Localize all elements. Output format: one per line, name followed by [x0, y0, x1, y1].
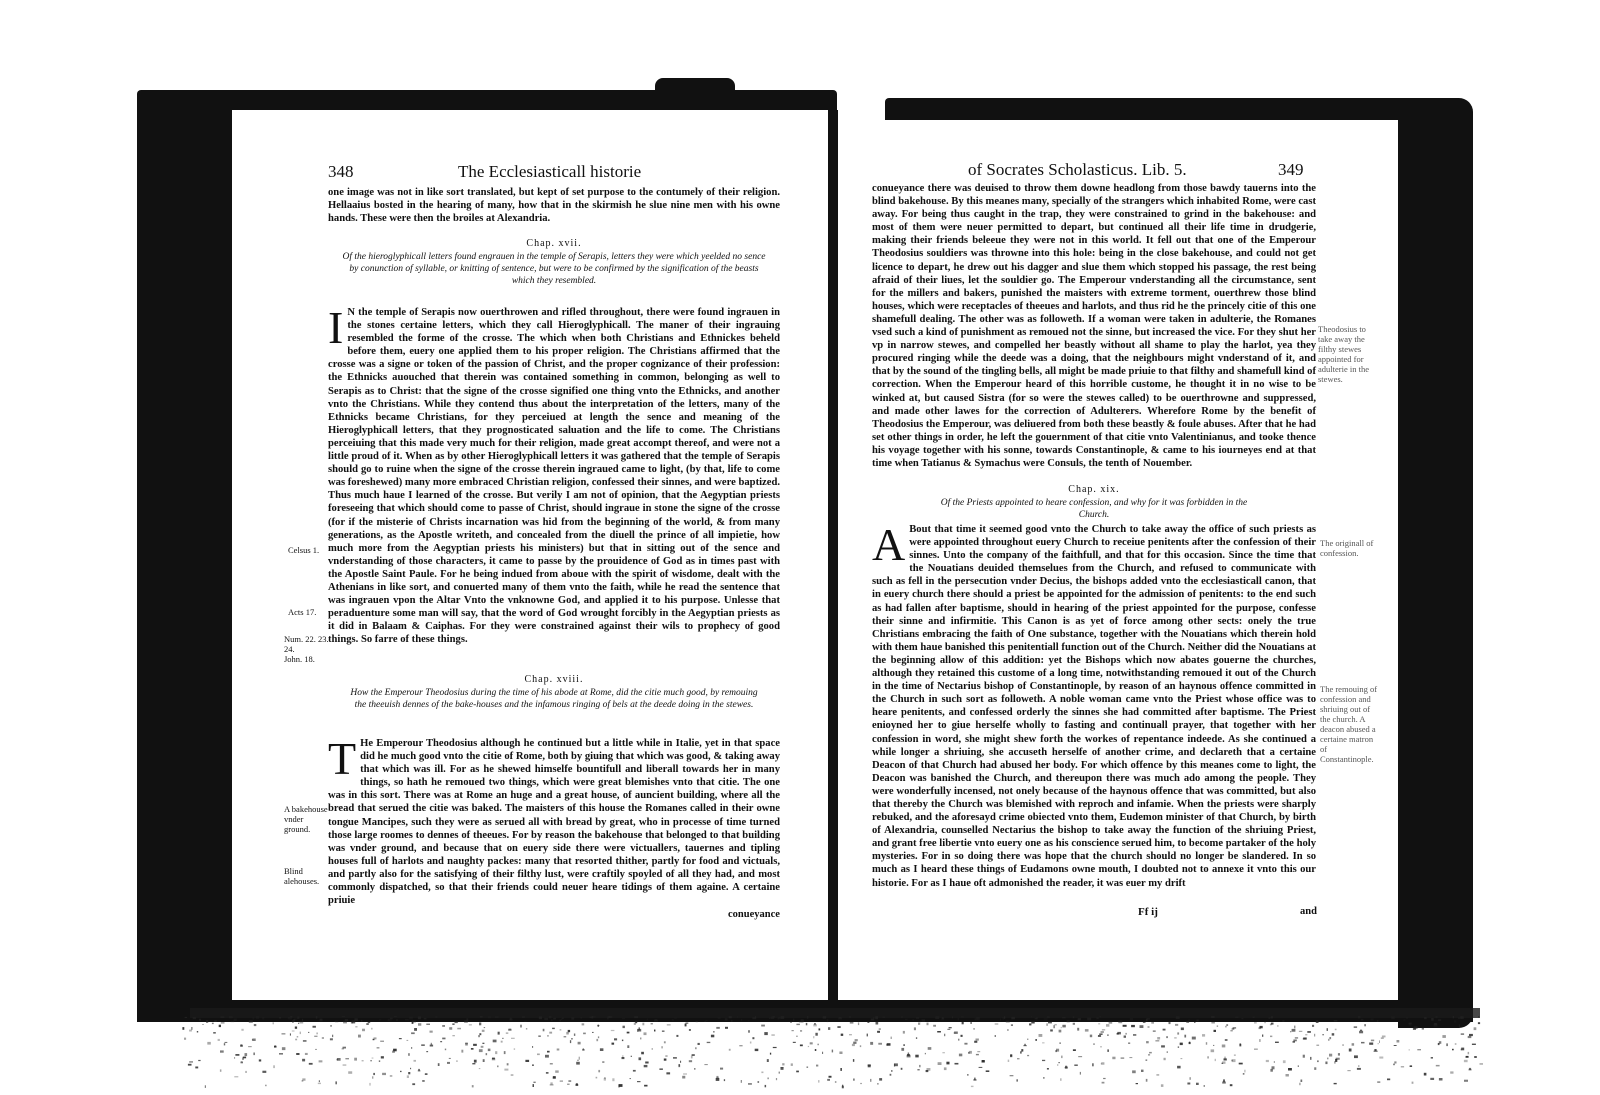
right-opening-text: conueyance there was deuised to throw them downe headlong from those bawdy tauerns into the blind bakehouse. By this meanes many, specially of the strangers which inhabited Rome, were cast away. For being thus caught in the trap, they were constrained to grind in the bakehouse: and most of them were neuer permitted to depart, but continued all their life time in drudgerie, making their friends beleeue they were not in this world. It fell out that one of the Emperour Theodosius souldiers was throwne into this hole: being in the close bakehouse, and could not get licence to depart, he drew out his dagger and slue them which stopped his passage, the rest being afraid of their liues, let the souldier go. The Emperour vnderstanding all the circumstance, sent for the millers and bakers, punished the maisters with extreme torment, ouerthrew those blind houses, which were receptacles of theeues and harlots, and thus rid he the princely citie of this one shamefull dealing. The other was as followeth. If a woman were taken in adulterie, the Romanes vsed such a kind of punishment as remoued not the sinne, but increased the vice. For they shut her vp in narrow stewes, and compelled her beastly without all shame to play the harlot, yea they procured ringing while the deede was a doing, that the neighbours might vnderstand of it, and that by the sound of the tingling bells, all might be made priuie to that filthy and shamefull kind of correction. When the Emperour heard of this horrible custome, he thought it in no wise to be winked at, but caused Sistra (for so were the stewes called) to be ouerthrowne and suppressed, and made other lawes for the correction of Adulterers. Wherefore Rome by the benefit of Theodosius the Emperour, was deliuered from both these beastly & foule abuses. After that he had set other things in order, he left the gouernment of that citie vnto Valentinianus, and tooke thence his voyage together with his sonne, towards Constantinople, & came to his iourneyes end at that time when Tatianus & Symachus were Consuls, the tenth of Nouember.	[872, 183, 1316, 469]
margin-note-celsus: Celsus 1.	[288, 545, 320, 555]
left-folio: 348	[328, 162, 354, 181]
chap18-text: He Emperour Theodosius although he continued but a little while in Italie, yet in that space did he much good vnto the citie of Rome, both by giuing that which was good, & taking away that which was ill. For as he shewed himselfe bountifull and liberall towards her in many things, so hath he remoued two things, which were great blemishes vnto that citie. The one was in this sort. There was at Rome an huge and a great house, of auncient building, where all the bread that serued the citie was baked. The maisters of this house the Romanes called in their owne tongue Mancipes, such they were as serued all with bread by great, who in processe of time turned those large roomes to dennes of theeues. For by reason the bakehouse that belonged to that building was vnder ground, and because that on euery side there were victuallers, tauernes and tipling houses full of harlots and naughty packes: many that resorted thither, partly for food and victuals, and partly also for the satisfying of their filthy lust, were craftily spoyled of all they had, and most commonly dispatched, so that their friends could neuer heare tidings of them againe. A certaine priuie	[328, 738, 780, 907]
page-edge-texture	[0, 1000, 1600, 1095]
chap19-body	[872, 519, 1316, 890]
chap18-body	[328, 733, 780, 907]
chap17-summary: Of the hieroglyphicall letters found engrauen in the temple of Serapis, letters they were which yeelded no sence by conunction of syllable, or knitting of sentence, but were to be confirmed by the signification of the beasts which they resembled.	[342, 252, 766, 286]
right-folio: 349	[1278, 160, 1304, 179]
chap18-dropcap: T	[328, 733, 357, 784]
right-catchword: and	[1300, 906, 1317, 917]
chap17-text: N the temple of Serapis now ouerthrowen and rifled throughout, there were found ingrauen in the stones certaine letters, which they call Hieroglyphicall. The maner of their ingrauing resembled the forme of the crosse. The which when both Christians and Ethnickes beheld before them, euery one applied them to his proper religion. The Christians affirmed that the crosse was a signe or token of the passion of Christ, and the proper cognizance of their profession: the Ethnicks auouched that therein was contained something in common, belonging as well to Serapis as to Christ: that the signe of the crosse signified one thing vnto the Ethnicks, and another vnto the Christians. While they contend thus about the interpretation of the letters, many of the Ethnicks became Christians, for they perceiued at length the sence and meaning of the Hieroglyphicall letters, that they prognosticated saluation and the life to come. The Christians perceiuing that this made very much for their religion, made great accompt thereof, and were not a little proud of it. When as by other Hieroglyphicall letters it was gathered that the temple of Serapis should go to ruine when the signe of the crosse therein ingraued came to light, (by that, life to come was foreshewed) many more embraced Christian religion, confessed their sinnes, and were baptized. Thus much haue I learned of the crosse. But verily I am not of opinion, that the Aegyptian priests foreseeing that which should come to passe of Christ, should ingraue in stone the signe of the crosse (for if the misterie of Christs incarnation was hid from the beginning of the world, & from many generations, as the Apostle writeth, and concealed from the diuell the prince of all impietie, how much more from the Aegyptian priests his ministers) but that in sitting out of the sence and vnderstanding of those characters, it came to passe by the prouidence of God as in times past with the Apostle Saint Paule. For he being indued from aboue with the spirit of wisdome, dealt with the Athenians in like sort, and conuerted many of them vnto the faith, while he read the sentence that was ingrauen vpon the Altar Vnto the vnknowne God, and applied it to his purpose. Unlesse that peraduenture some man will say, that the word of God wrought forcibly in the Aegyptian priests as it did in Balaam & Caiphas. For they were constrained against their wils to prophecy of good things. So farre of these things.	[328, 307, 780, 646]
chap19-summary: Of the Priests appointed to heare confession, and why for it was forbidden in the Church.	[940, 498, 1248, 520]
chap19-heading: Chap. xix.	[1068, 484, 1120, 495]
margin-note-original: The originall of confession.	[1320, 538, 1374, 558]
margin-note-john: John. 18.	[284, 654, 315, 664]
left-page	[232, 110, 828, 1000]
chap19-dropcap: A	[872, 519, 906, 570]
chap19-text: Bout that time it seemed good vnto the Church to take away the office of such priests as were appointed throughout euery Church to receiue penitents after the confession of their sinnes. Unto the company of the faithfull, and that for this occasion. Since the time that the Nouatians deuided themselues from the Church, and refused to communicate with such as fell in the persecution vnder Decius, the bishops added vnto the ecclesiasticall canon, that in euery church there should a priest be appointed for the admission of penitents: to the end such as had fallen after baptisme, should in hearing of the priest appointed for the purpose, confesse their sinne and infirmitie. This Canon is as yet of force among other sects: onely the true Christians embracing the faith of One substance, together with the Nouatians which therein hold with them haue banished this penitentiall function out of the Church. Neither did the Nouatians at the beginning allow of this addition: yet the Bishops which now abates gouerne the churches, although they retained this custome of a long time, notwithstanding remoued it out of the Church in the time of Nectarius bishop of Constantinople, by reason of an haynous offence committed in the Church in such sort as followeth. A noble woman came vnto the Priest whose office was to heare penitents, and confessed orderly the sinnes she had committed after baptisme. The Priest enioyned her to giue herselfe wholly to fasting and continuall prayer, that together with her confession in word, she might shew forth the workes of repentance indeede. As she continued a while longer a shriuing, she accuseth herselfe of another crime, and declareth that a certaine Deacon of that Church had abused her body. For which offence by this meanes come to light, the Deacon was banished the Church, and thereupon there was much ado among the people. They were wonderfully incensed, not onely because of the haynous offence that was committed, but also that thereby the Church was blemished with reproch and infamie. When the priests were sharply rebuked, and the aforesayd crime obiected vnto them, Eudemon minister of that Church, by birth of Alexandria, counselled Nectarius the bishop to take away the function of the shriuing Priest, and grant free libertie vnto euery one as his conscience serued him, to become partaker of the holy mysteries. For in so doing there was hope that the church should no longer be slandered. In so much as I heard these things of Eudamons owne mouth, I doubted not to annexe it vnto this our historie. For as I haue oft admonished the reader, it was euer my drift	[872, 524, 1316, 889]
right-running-head: of Socrates Scholasticus. Lib. 5.	[968, 160, 1187, 179]
right-opening-paragraph	[872, 182, 1316, 470]
margin-note-remouing: The remouing of confession and shriuing out of the church. A deacon abused a certaine matron of Constantinople.	[1320, 684, 1378, 764]
margin-note-bakehouse: A bakehouse vnder ground.	[284, 804, 328, 834]
chap17-dropcap: I	[328, 302, 344, 353]
chap17-heading: Chap. xvii.	[526, 238, 582, 249]
left-cover-edge	[137, 98, 232, 1010]
chap17-body	[328, 302, 780, 646]
left-catchword: conueyance	[728, 909, 780, 920]
center-gutter	[828, 110, 838, 1010]
margin-note-acts: Acts 17.	[288, 607, 317, 617]
margin-note-num: Num. 22. 23. 24.	[284, 634, 329, 654]
left-running-head: The Ecclesiasticall historie	[458, 162, 642, 181]
right-signature: Ff ij	[1138, 906, 1158, 918]
chap18-summary: How the Emperour Theodosius during the time of his abode at Rome, did the citie much good, by remouing the theeuish dennes of the bake-houses and the infamous ringing of bels at the deede doing in the stewes.	[350, 688, 758, 710]
margin-note-blind: Blind alehouses.	[284, 866, 320, 886]
right-cover-top	[885, 98, 1440, 120]
left-opening-paragraph	[328, 186, 780, 225]
right-page	[838, 120, 1398, 1000]
top-tab	[655, 78, 735, 94]
opening-text: one image was not in like sort translated, but kept of set purpose to the contumely of their religion. Hellaaius bosted in the hearing of many, how that in the skirmish he slue nine men with his owne hands. These were then the broiles at Alexandria.	[328, 187, 780, 225]
chap18-heading: Chap. xviii.	[524, 674, 584, 685]
right-cover-edge	[1398, 98, 1473, 1028]
margin-note-theodosius: Theodosius to take away the filthy stewes appointed for adulterie in the stewes.	[1318, 324, 1369, 384]
